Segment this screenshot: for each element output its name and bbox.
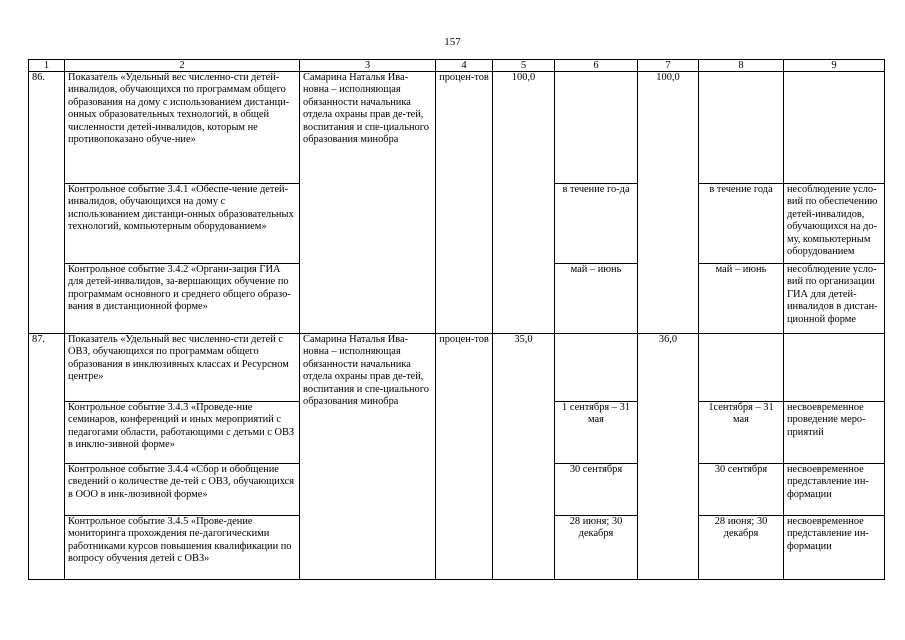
header-cell: 8 — [699, 60, 784, 72]
table-row — [29, 334, 885, 402]
empty-cell — [784, 72, 885, 184]
event-risk-col9: несоблюдение усло-вий по обеспечению детей-инвалидов, обучающихся на до-му, компьютерным оборудованием — [784, 184, 885, 264]
header-cell: 6 — [555, 60, 638, 72]
value-col7: 36,0 — [638, 334, 699, 580]
control-event-text: Контрольное событие 3.4.3 «Проведе-ние семинаров, конференций и иных мероприятий с педагогами области, работающими с детьми с ОВЗ в инклю-зивной форме» — [65, 402, 300, 464]
control-event-text: Контрольное событие 3.4.4 «Сбор и обобщение сведений о количестве де-тей с ОВЗ, обучающихся в ООО в инк-люзивной форме» — [65, 464, 300, 516]
value-col7: 100,0 — [638, 72, 699, 334]
row-number: 87. — [29, 334, 65, 580]
event-date-col8: 1сентября – 31 мая — [699, 402, 784, 464]
header-row — [29, 60, 885, 72]
page-number: 157 — [444, 36, 461, 48]
empty-cell — [699, 72, 784, 184]
header-cell: 9 — [784, 60, 885, 72]
responsible-person: Самарина Наталья Ива-новна – исполняющая обязанности начальника отдела охраны прав де-тей, воспитания и спе-циального образования минобра — [300, 334, 436, 580]
event-risk-col9: несоблюдение усло-вий по организации ГИА для детей-инвалидов в дистан-ционной форме — [784, 264, 885, 334]
table-row — [29, 72, 885, 184]
indicator-text: Показатель «Удельный вес численно-сти детей с ОВЗ, обучающихся по программам общего образования в инклюзивных классах и Ресурсном центре» — [65, 334, 300, 402]
event-date-col6: 1 сентября – 31 мая — [555, 402, 638, 464]
control-event-text: Контрольное событие 3.4.5 «Прове-дение мониторинга прохождения пе-дагогическими работниками курсов повышения квалификации по вопросу обучения детей с ОВЗ» — [65, 516, 300, 580]
header-cell: 7 — [638, 60, 699, 72]
empty-cell — [555, 334, 638, 402]
event-date-col8: май – июнь — [699, 264, 784, 334]
event-date-col6: 28 июня; 30 декабря — [555, 516, 638, 580]
value-col5: 35,0 — [493, 334, 555, 580]
event-date-col8: 28 июня; 30 декабря — [699, 516, 784, 580]
plan-table — [28, 59, 885, 580]
indicator-text: Показатель «Удельный вес численно-сти детей-инвалидов, обучающихся по программам общего образования на дому с использованием дистанци-онных образовательных технологий, в общей численности детей-инвалидов, которым не противопоказано обуче-ние» — [65, 72, 300, 184]
responsible-person: Самарина Наталья Ива-новна – исполняющая обязанности начальника отдела охраны прав де-тей, воспитания и спе-циального образования минобра — [300, 72, 436, 334]
header-cell: 4 — [436, 60, 493, 72]
header-cell: 3 — [300, 60, 436, 72]
event-date-col6: 30 сентября — [555, 464, 638, 516]
event-risk-col9: несвоевременное представление ин-формации — [784, 516, 885, 580]
event-risk-col9: несвоевременное представление ин-формации — [784, 464, 885, 516]
event-date-col6: май – июнь — [555, 264, 638, 334]
row-number: 86. — [29, 72, 65, 334]
header-cell: 5 — [493, 60, 555, 72]
event-date-col8: 30 сентября — [699, 464, 784, 516]
control-event-text: Контрольное событие 3.4.2 «Органи-зация ГИА для детей-инвалидов, за-вершающих обучение по программам основного и среднего общего образо-вания в дистанционной форме» — [65, 264, 300, 334]
empty-cell — [784, 334, 885, 402]
event-date-col6: в течение го-да — [555, 184, 638, 264]
value-col5: 100,0 — [493, 72, 555, 334]
control-event-text: Контрольное событие 3.4.1 «Обеспе-чение детей-инвалидов, обучающихся на дому с использованием дистанци-онных образовательных технологий, компьютерным оборудованием» — [65, 184, 300, 264]
header-cell: 1 — [29, 60, 65, 72]
empty-cell — [699, 334, 784, 402]
event-date-col8: в течение года — [699, 184, 784, 264]
empty-cell — [555, 72, 638, 184]
event-risk-col9: несвоевременное проведение меро-приятий — [784, 402, 885, 464]
header-cell: 2 — [65, 60, 300, 72]
unit-cell: процен-тов — [436, 72, 493, 334]
unit-cell: процен-тов — [436, 334, 493, 580]
